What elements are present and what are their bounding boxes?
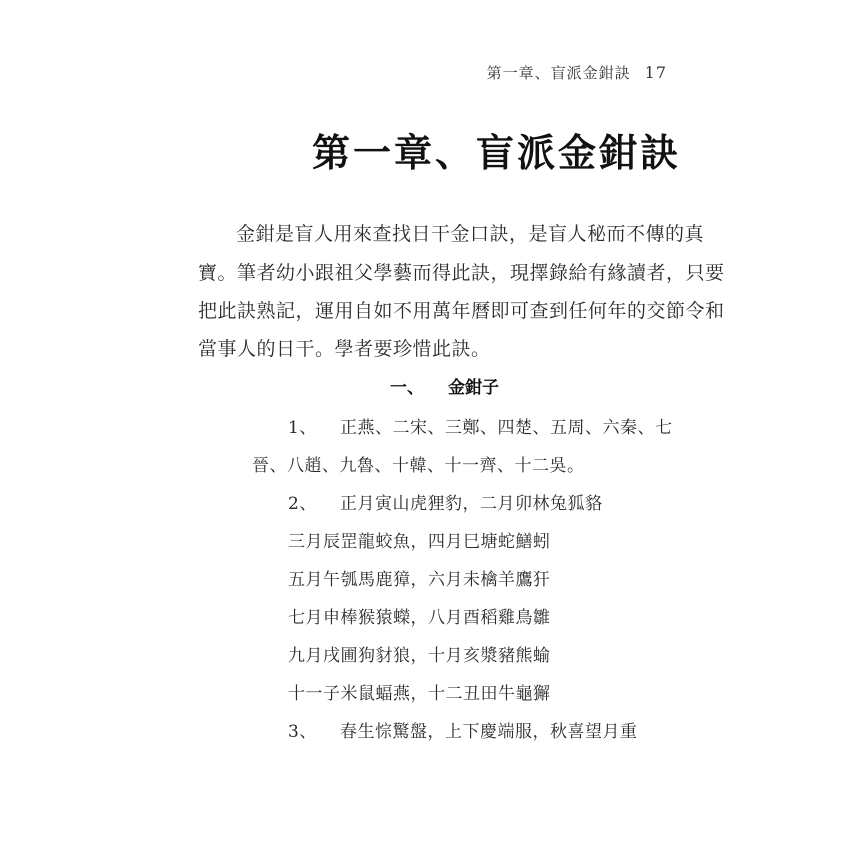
verse-line: 三月辰罡龍蛟魚，四月巳塘蛇鱔蚓 bbox=[288, 532, 551, 552]
verse-line: 七月申棒猴猿蠑，八月酉稻雞鳥雛 bbox=[288, 608, 551, 628]
chapter-title: 第一章、盲派金鉗訣 bbox=[312, 130, 682, 175]
list-item-1-continuation: 晉、八趙、九魯、十韓、十一齊、十二吳。 bbox=[252, 456, 585, 476]
intro-line-2: 寶。筆者幼小跟祖父學藝而得此訣，現擇錄給有緣讀者，只要 bbox=[198, 262, 725, 284]
verse-line: 五月午瓠馬鹿獐，六月未檎羊鷹犴 bbox=[288, 570, 551, 590]
page-number: 17 bbox=[644, 63, 667, 82]
verse-line: 九月戌圃狗豺狼，十月亥漿豬熊蝓 bbox=[288, 646, 551, 666]
intro-line-4: 當事人的日干。學者要珍惜此訣。 bbox=[198, 338, 491, 360]
verse-line: 十一子米鼠蝠燕，十二丑田牛龜獬 bbox=[288, 684, 551, 704]
item-text: 正月寅山虎狸豹，二月卯林兔狐貉 bbox=[340, 494, 603, 514]
running-header bbox=[487, 62, 667, 83]
list-item-2 bbox=[288, 489, 603, 514]
section-number: 一、 bbox=[390, 378, 424, 398]
running-header-title: 第一章、盲派金鉗訣 bbox=[486, 64, 631, 82]
item-text: 正燕、二宋、三鄭、四楚、五周、六秦、七 bbox=[340, 418, 673, 438]
item-text: 春生悰驚盤，上下慶端服，秋喜望月重 bbox=[340, 722, 638, 742]
section-heading bbox=[390, 373, 499, 398]
item-number: 1、 bbox=[288, 418, 317, 438]
list-item-1 bbox=[288, 413, 673, 438]
item-number: 2、 bbox=[288, 494, 317, 514]
list-item-3 bbox=[288, 717, 638, 742]
section-title: 金鉗子 bbox=[448, 378, 499, 398]
intro-line-3: 把此訣熟記，運用自如不用萬年曆即可查到任何年的交節令和 bbox=[198, 300, 725, 322]
intro-line-1: 金鉗是盲人用來查找日干金口訣，是盲人秘而不傳的真 bbox=[236, 223, 705, 245]
item-number: 3、 bbox=[288, 722, 317, 742]
